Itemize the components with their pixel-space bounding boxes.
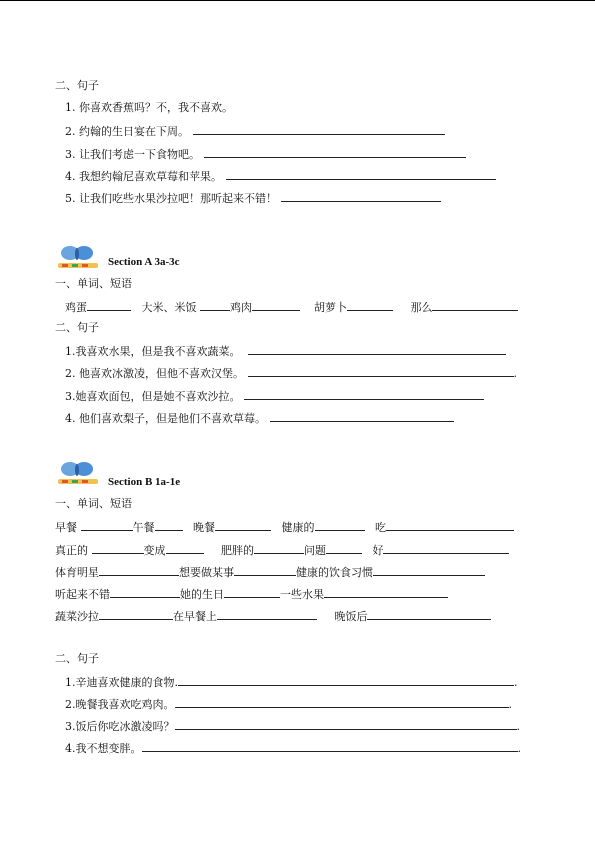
- part1-item-4-text: 4. 我想约翰尼喜欢草莓和苹果。: [65, 170, 222, 183]
- sentence-text: 2.晚餐我喜欢吃鸡肉。: [65, 698, 175, 711]
- answer-blank[interactable]: [87, 299, 131, 311]
- answer-blank[interactable]: [204, 146, 466, 158]
- sentence-text: 4. 他们喜欢梨子，但是他们不喜欢草莓。: [65, 412, 266, 425]
- section-a-sentence-4: [65, 410, 454, 426]
- answer-blank[interactable]: [326, 542, 362, 554]
- vocab-term: 大米、米饭: [141, 301, 197, 314]
- vocab-term: 午餐: [132, 521, 155, 534]
- section-a-sent-heading: 二、句子: [55, 321, 99, 334]
- section-b-vocab-row-3: [55, 564, 485, 580]
- answer-blank[interactable]: [175, 718, 517, 730]
- answer-blank[interactable]: [248, 343, 506, 355]
- section-b-vocab-row-4: [55, 586, 448, 602]
- section-a-sentence-2: 2. 他喜欢冰激凌，但他不喜欢汉堡。 .: [65, 367, 517, 380]
- answer-blank[interactable]: [432, 299, 518, 311]
- vocab-term: 问题: [303, 544, 326, 557]
- vocab-term: 变成: [143, 544, 166, 557]
- vocab-term: 健康的饮食习惯: [296, 566, 373, 579]
- vocab-term: 那么: [410, 301, 433, 314]
- section-b-sentence-2: 2.晚餐我喜欢吃鸡肉。 .: [65, 698, 512, 711]
- answer-blank[interactable]: [99, 608, 173, 620]
- part1-item-5-text: 5. 让我们吃些水果沙拉吧！那听起来不错！: [65, 192, 277, 205]
- section-b-vocab-heading: 一、单词、短语: [55, 497, 132, 510]
- vocab-term: 想要做某事: [179, 566, 234, 579]
- part1-item-4: [65, 168, 496, 184]
- sentence-text: 1.我喜欢水果，但是我不喜欢蔬菜。: [65, 345, 241, 358]
- section-a-vocab-row: [65, 299, 518, 315]
- vocab-term: 蔬菜沙拉: [55, 610, 99, 623]
- part1-item-1: [65, 101, 233, 115]
- vocab-term: 晚餐: [193, 521, 215, 534]
- answer-blank[interactable]: [215, 519, 271, 531]
- answer-blank[interactable]: [92, 542, 144, 554]
- answer-blank[interactable]: [324, 586, 448, 598]
- answer-blank[interactable]: [166, 542, 204, 554]
- answer-blank[interactable]: [81, 519, 133, 531]
- answer-blank[interactable]: [252, 299, 300, 311]
- vocab-term: 鸡蛋: [65, 301, 87, 314]
- vocab-term: 一些水果: [280, 588, 324, 601]
- section-a-sentence-1: [65, 343, 506, 359]
- section-b-vocab-row-5: [55, 608, 491, 624]
- answer-blank[interactable]: [99, 564, 179, 576]
- vocab-term: 好: [372, 544, 384, 557]
- section-b-sentence-4: 4.我不想变胖。 .: [65, 742, 521, 755]
- vocab-term: 肥胖的: [220, 544, 254, 557]
- answer-blank[interactable]: [386, 519, 514, 531]
- butterfly-logo-icon: [56, 460, 100, 486]
- answer-blank[interactable]: [110, 586, 180, 598]
- vocab-term: 鸡肉: [230, 301, 252, 314]
- answer-blank[interactable]: [178, 674, 514, 686]
- sentence-text: 1.辛迪喜欢健康的食物.: [65, 676, 178, 689]
- answer-blank[interactable]: [175, 696, 509, 708]
- answer-blank[interactable]: [142, 740, 518, 752]
- answer-blank[interactable]: [193, 123, 445, 135]
- page-top-rule: [0, 0, 595, 1]
- vocab-term: 早餐: [55, 521, 77, 534]
- part1-item-3: [65, 146, 466, 162]
- answer-blank[interactable]: [234, 564, 296, 576]
- vocab-term: 听起来不错: [55, 588, 110, 601]
- answer-blank[interactable]: [248, 365, 514, 377]
- answer-blank[interactable]: [315, 519, 365, 531]
- answer-blank[interactable]: [224, 586, 280, 598]
- vocab-term: 在早餐上: [173, 610, 217, 623]
- answer-blank[interactable]: [244, 388, 484, 400]
- butterfly-logo-icon: [56, 244, 100, 270]
- part1-item-2-text: 2. 约翰的生日宴在下周。: [65, 125, 189, 138]
- vocab-term: 体育明星: [55, 566, 99, 579]
- vocab-term: 晚饭后: [334, 610, 368, 623]
- sentence-text: 3.饭后你吃冰激凌吗？: [65, 720, 175, 733]
- answer-blank[interactable]: [254, 542, 304, 554]
- vocab-term: 胡萝卜: [314, 301, 347, 314]
- sentence-text: 2. 他喜欢冰激凌，但他不喜欢汉堡。: [65, 367, 244, 380]
- answer-blank[interactable]: [155, 519, 183, 531]
- section-b-vocab-row-2: [55, 542, 509, 558]
- answer-blank[interactable]: [367, 608, 491, 620]
- answer-blank[interactable]: [217, 608, 317, 620]
- sentence-text: 3.她喜欢面包，但是她不喜欢沙拉。: [65, 390, 241, 403]
- vocab-term: 健康的: [281, 521, 315, 534]
- section-a-sentence-3: [65, 388, 484, 404]
- vocab-term: 真正的: [55, 544, 88, 557]
- answer-blank[interactable]: [347, 299, 393, 311]
- part1-item-1-text: 1. 你喜欢香蕉吗？不，我不喜欢。: [65, 101, 233, 114]
- answer-blank[interactable]: [383, 542, 509, 554]
- section-b-title: Section B 1a-1e: [108, 476, 181, 488]
- vocab-term: 她的生日: [180, 588, 224, 601]
- part1-item-5: [65, 190, 441, 206]
- vocab-term: 吃: [375, 521, 386, 534]
- section-b-vocab-row-1: [55, 519, 514, 535]
- answer-blank[interactable]: [226, 168, 496, 180]
- section-a-title: Section A 3a-3c: [108, 256, 180, 268]
- section-b-sentence-3: 3.饭后你吃冰激凌吗？ .: [65, 720, 520, 733]
- answer-blank[interactable]: [270, 410, 454, 422]
- answer-blank[interactable]: [373, 564, 485, 576]
- part1-item-2: [65, 123, 445, 139]
- section-a-vocab-heading: 一、单词、短语: [55, 277, 132, 290]
- section-b-sent-heading: 二、句子: [55, 652, 99, 665]
- section-b-sentence-1: 1.辛迪喜欢健康的食物. .: [65, 676, 518, 689]
- answer-blank[interactable]: [281, 190, 441, 202]
- sentence-text: 4.我不想变胖。: [65, 742, 142, 755]
- part1-heading: 二、句子: [55, 79, 99, 92]
- part1-item-3-text: 3. 让我们考虑一下食物吧。: [65, 148, 200, 161]
- answer-blank[interactable]: [200, 299, 230, 311]
